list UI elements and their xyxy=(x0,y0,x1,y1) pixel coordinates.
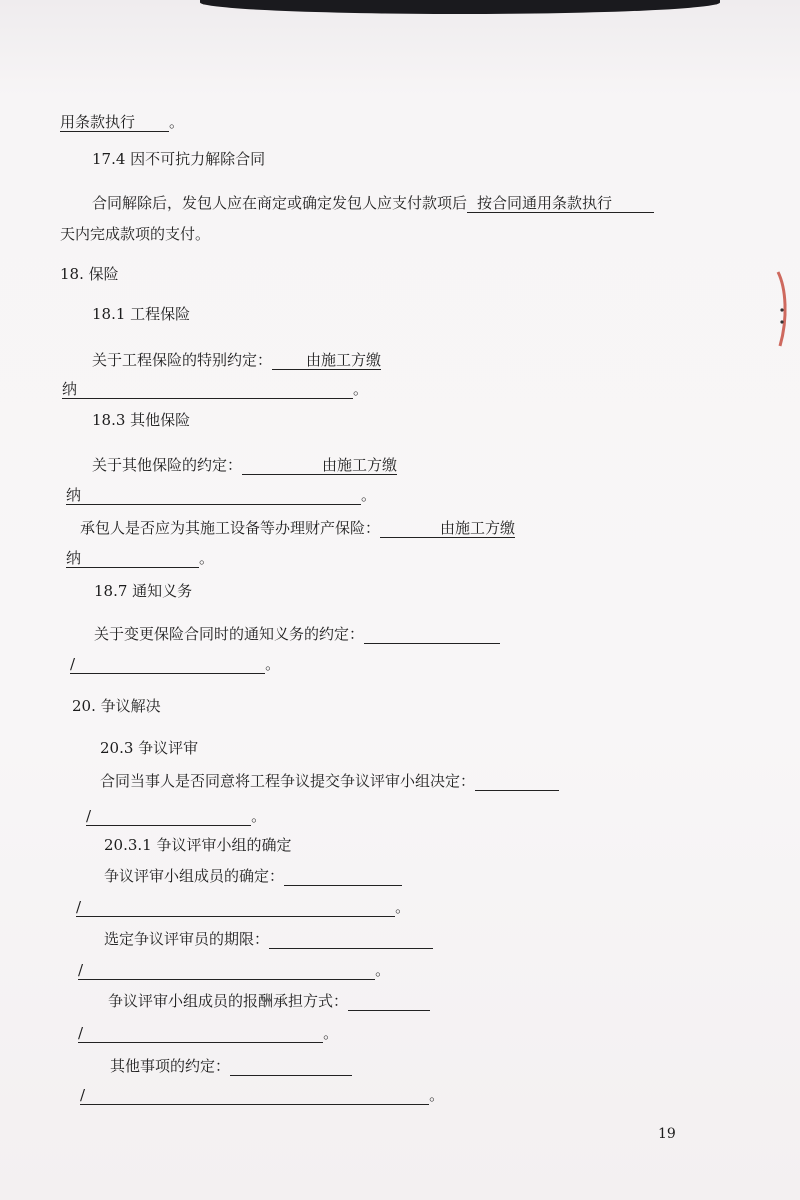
clause-text: 争议评审小组成员的报酬承担方式： xyxy=(108,992,349,1010)
clause-line xyxy=(78,960,390,980)
clause-line xyxy=(104,866,402,886)
clause-text: 争议评审小组成员的确定： xyxy=(104,867,285,885)
clause-line xyxy=(78,1023,338,1043)
filled-blank: 纳 xyxy=(66,549,199,568)
filled-blank: / xyxy=(70,655,265,674)
blank-line xyxy=(284,867,402,886)
clause-line xyxy=(66,548,214,568)
clause-line xyxy=(60,112,184,132)
clause-line xyxy=(76,897,410,917)
filled-blank: 按合同通用条款执行 xyxy=(467,194,654,213)
clause-line xyxy=(92,455,397,475)
filled-blank: 由施工方缴 xyxy=(242,456,397,475)
filled-blank: 纳 xyxy=(62,380,353,399)
clause-text: 关于工程保险的特别约定： xyxy=(92,351,273,369)
clause-line xyxy=(104,929,433,949)
filled-blank: 用条款执行 xyxy=(60,113,169,132)
clause-line xyxy=(80,518,515,538)
clause-text: 选定争议评审员的期限： xyxy=(104,930,270,948)
period: 。 xyxy=(395,898,411,916)
page-number: 19 xyxy=(658,1126,676,1142)
filled-blank: / xyxy=(80,1086,429,1105)
clause-text: 承包人是否应为其施工设备等办理财产保险： xyxy=(80,519,381,537)
section-heading-20: 20. 争议解决 xyxy=(72,697,161,715)
clause-text: 其他事项的约定： xyxy=(110,1057,231,1075)
section-heading-17-4: 17.4 因不可抗力解除合同 xyxy=(92,150,266,168)
blank-line xyxy=(348,992,430,1011)
clause-line xyxy=(92,193,654,213)
clause-text: 合同解除后，发包人应在商定或确定发包人应支付款项后 xyxy=(92,194,468,212)
filled-blank: / xyxy=(86,807,251,826)
section-heading-18: 18. 保险 xyxy=(60,265,119,283)
filled-blank: 由施工方缴 xyxy=(380,519,515,538)
clause-line xyxy=(86,806,266,826)
period: 。 xyxy=(353,380,369,398)
filled-blank: / xyxy=(76,898,395,917)
clause-text: 关于变更保险合同时的通知义务的约定： xyxy=(94,625,365,643)
filled-blank: 纳 xyxy=(66,486,361,505)
period: 。 xyxy=(429,1086,445,1104)
clause-text: 关于其他保险的约定： xyxy=(92,456,243,474)
section-heading-18-3: 18.3 其他保险 xyxy=(92,411,191,429)
period: 。 xyxy=(375,961,391,979)
period: 。 xyxy=(323,1024,339,1042)
clause-line xyxy=(62,379,368,399)
period: 。 xyxy=(265,655,281,673)
clause-line xyxy=(100,771,559,791)
section-heading-18-7: 18.7 通知义务 xyxy=(94,582,193,600)
filled-blank: / xyxy=(78,1024,323,1043)
clause-text: 合同当事人是否同意将工程争议提交争议评审小组决定： xyxy=(100,772,476,790)
clause-line xyxy=(94,624,500,644)
clause-line xyxy=(66,485,376,505)
clause-line xyxy=(70,654,280,674)
blank-line xyxy=(230,1057,352,1076)
period: 。 xyxy=(169,113,185,131)
clause-line xyxy=(92,350,381,370)
clause-line xyxy=(110,1056,352,1076)
blank-line xyxy=(475,772,559,791)
clause-line xyxy=(108,991,430,1011)
filled-blank: / xyxy=(78,961,375,980)
filled-blank: 由施工方缴 xyxy=(272,351,381,370)
blank-line xyxy=(364,625,500,644)
blank-line xyxy=(269,930,433,949)
section-heading-18-1: 18.1 工程保险 xyxy=(92,305,191,323)
section-heading-20-3: 20.3 争议评审 xyxy=(100,739,199,757)
period: 。 xyxy=(361,486,377,504)
period: 。 xyxy=(199,549,215,567)
section-heading-20-3-1: 20.3.1 争议评审小组的确定 xyxy=(104,836,292,854)
period: 。 xyxy=(251,807,267,825)
clause-line xyxy=(80,1085,444,1105)
clause-line: 天内完成款项的支付。 xyxy=(60,225,211,243)
red-stamp-edge xyxy=(772,268,800,350)
scan-shadow xyxy=(200,0,720,14)
